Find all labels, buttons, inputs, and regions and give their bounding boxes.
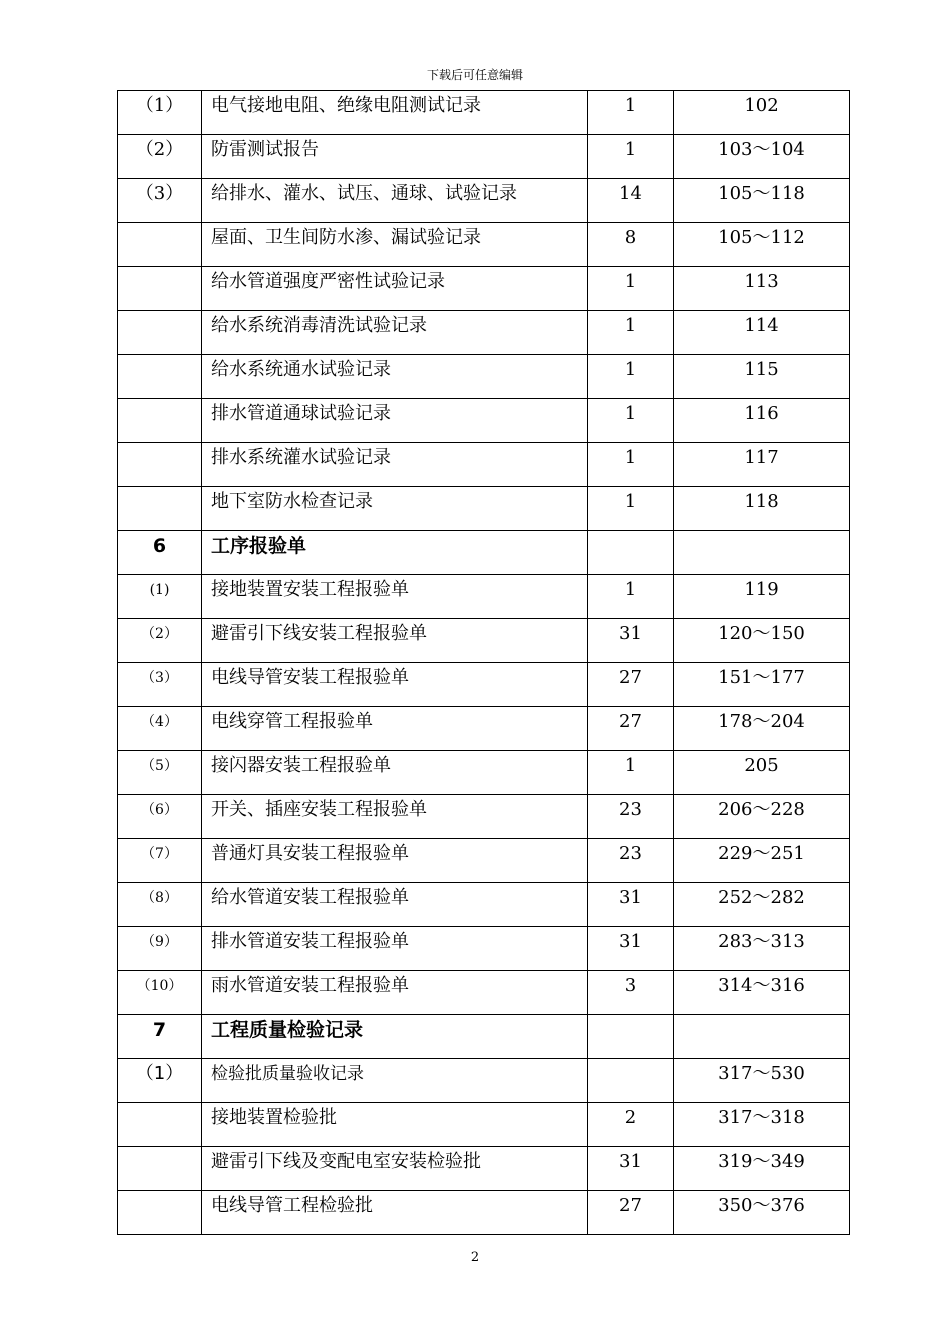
row-index: [118, 1147, 202, 1191]
table-row: [118, 1191, 850, 1235]
row-name: 排水管道安装工程报验单: [202, 927, 588, 971]
row-pages: 105～118: [674, 179, 850, 223]
row-name: 开关、插座安装工程报验单: [202, 795, 588, 839]
row-index: [118, 1191, 202, 1235]
row-name: 工序报验单: [202, 531, 588, 575]
row-index: （6）: [118, 795, 202, 839]
row-name: 避雷引下线安装工程报验单: [202, 619, 588, 663]
row-pages: 229～251: [674, 839, 850, 883]
row-index: [118, 399, 202, 443]
row-name: 电线导管工程检验批: [202, 1191, 588, 1235]
table-body: [118, 91, 850, 1235]
table-row: [118, 267, 850, 311]
page-header: 下载后可任意编辑: [426, 68, 523, 82]
row-count: 23: [588, 839, 674, 883]
row-name: 接地装置安装工程报验单: [202, 575, 588, 619]
row-index: （5）: [118, 751, 202, 795]
row-index: （3）: [118, 663, 202, 707]
row-pages: 103～104: [674, 135, 850, 179]
row-count: 1: [588, 311, 674, 355]
row-pages: 119: [674, 575, 850, 619]
row-count: 1: [588, 135, 674, 179]
row-pages: 314～316: [674, 971, 850, 1015]
row-pages: 205: [674, 751, 850, 795]
row-name: 雨水管道安装工程报验单: [202, 971, 588, 1015]
row-name: 给排水、灌水、试压、通球、试验记录: [202, 179, 588, 223]
table-row: [118, 135, 850, 179]
table-row: [118, 443, 850, 487]
row-count: 1: [588, 751, 674, 795]
row-pages: 317～318: [674, 1103, 850, 1147]
table-row: [118, 311, 850, 355]
row-pages: 102: [674, 91, 850, 135]
row-name: 给水管道安装工程报验单: [202, 883, 588, 927]
row-name: 给水管道强度严密性试验记录: [202, 267, 588, 311]
row-count: 1: [588, 575, 674, 619]
row-count: 1: [588, 399, 674, 443]
table-row: [118, 399, 850, 443]
table-row: [118, 927, 850, 971]
row-name: 避雷引下线及变配电室安装检验批: [202, 1147, 588, 1191]
row-count: 27: [588, 1191, 674, 1235]
row-count: [588, 1059, 674, 1103]
row-name: 排水系统灌水试验记录: [202, 443, 588, 487]
row-name: 电气接地电阻、绝缘电阻测试记录: [202, 91, 588, 135]
row-pages: [674, 531, 850, 575]
row-index: [118, 1103, 202, 1147]
row-index: （4）: [118, 707, 202, 751]
row-index: （2）: [118, 135, 202, 179]
table-row: [118, 91, 850, 135]
row-name: 地下室防水检查记录: [202, 487, 588, 531]
row-pages: 151～177: [674, 663, 850, 707]
row-name: 接闪器安装工程报验单: [202, 751, 588, 795]
row-name: 给水系统通水试验记录: [202, 355, 588, 399]
table-row: [118, 223, 850, 267]
row-count: 1: [588, 443, 674, 487]
row-index: [118, 267, 202, 311]
row-count: 31: [588, 1147, 674, 1191]
row-count: 8: [588, 223, 674, 267]
row-name: 防雷测试报告: [202, 135, 588, 179]
row-name: 屋面、卫生间防水渗、漏试验记录: [202, 223, 588, 267]
table-row: [118, 619, 850, 663]
table-row: [118, 355, 850, 399]
row-pages: 252～282: [674, 883, 850, 927]
row-pages: 114: [674, 311, 850, 355]
table-row: [118, 663, 850, 707]
row-count: 31: [588, 927, 674, 971]
row-count: 27: [588, 663, 674, 707]
row-pages: 120～150: [674, 619, 850, 663]
row-name: 工程质量检验记录: [202, 1015, 588, 1059]
row-count: 1: [588, 487, 674, 531]
row-index: [118, 355, 202, 399]
row-pages: 105～112: [674, 223, 850, 267]
row-pages: 206～228: [674, 795, 850, 839]
row-index: [118, 311, 202, 355]
row-pages: 118: [674, 487, 850, 531]
row-count: 2: [588, 1103, 674, 1147]
row-pages: 283～313: [674, 927, 850, 971]
row-count: 1: [588, 267, 674, 311]
row-count: 1: [588, 355, 674, 399]
table-row: [118, 795, 850, 839]
row-pages: 317～530: [674, 1059, 850, 1103]
row-index: （2）: [118, 619, 202, 663]
contents-table: [117, 90, 850, 1235]
row-count: 27: [588, 707, 674, 751]
row-count: 14: [588, 179, 674, 223]
row-index: （3）: [118, 179, 202, 223]
row-pages: 178～204: [674, 707, 850, 751]
row-count: [588, 531, 674, 575]
table-row: [118, 751, 850, 795]
row-pages: 115: [674, 355, 850, 399]
row-name: 给水系统消毒清洗试验记录: [202, 311, 588, 355]
section-row: [118, 531, 850, 575]
row-index: （10）: [118, 971, 202, 1015]
row-pages: 319～349: [674, 1147, 850, 1191]
page-number: 2: [470, 1250, 480, 1265]
row-index: （1）: [118, 1059, 202, 1103]
row-pages: 113: [674, 267, 850, 311]
row-name: 检验批质量验收记录: [202, 1059, 588, 1103]
table-row: [118, 1147, 850, 1191]
row-count: 31: [588, 883, 674, 927]
row-pages: 117: [674, 443, 850, 487]
row-index: （1）: [118, 91, 202, 135]
row-count: 1: [588, 91, 674, 135]
row-index: （7）: [118, 839, 202, 883]
row-index: 6: [118, 531, 202, 575]
table-row: [118, 839, 850, 883]
table-row: [118, 179, 850, 223]
row-pages: 116: [674, 399, 850, 443]
row-count: [588, 1015, 674, 1059]
table-row: [118, 707, 850, 751]
row-name: 电线导管安装工程报验单: [202, 663, 588, 707]
row-name: 接地装置检验批: [202, 1103, 588, 1147]
row-index: 7: [118, 1015, 202, 1059]
row-count: 3: [588, 971, 674, 1015]
row-index: (1): [118, 575, 202, 619]
row-index: [118, 443, 202, 487]
row-index: [118, 223, 202, 267]
table-row: [118, 1103, 850, 1147]
row-name: 电线穿管工程报验单: [202, 707, 588, 751]
row-count: 31: [588, 619, 674, 663]
row-count: 23: [588, 795, 674, 839]
subsection-row: [118, 1059, 850, 1103]
table-row: [118, 575, 850, 619]
row-name: 排水管道通球试验记录: [202, 399, 588, 443]
row-index: [118, 487, 202, 531]
row-name: 普通灯具安装工程报验单: [202, 839, 588, 883]
row-pages: 350～376: [674, 1191, 850, 1235]
section-row: [118, 1015, 850, 1059]
table-row: [118, 971, 850, 1015]
table-row: [118, 487, 850, 531]
row-pages: [674, 1015, 850, 1059]
row-index: （8）: [118, 883, 202, 927]
table-row: [118, 883, 850, 927]
row-index: （9）: [118, 927, 202, 971]
